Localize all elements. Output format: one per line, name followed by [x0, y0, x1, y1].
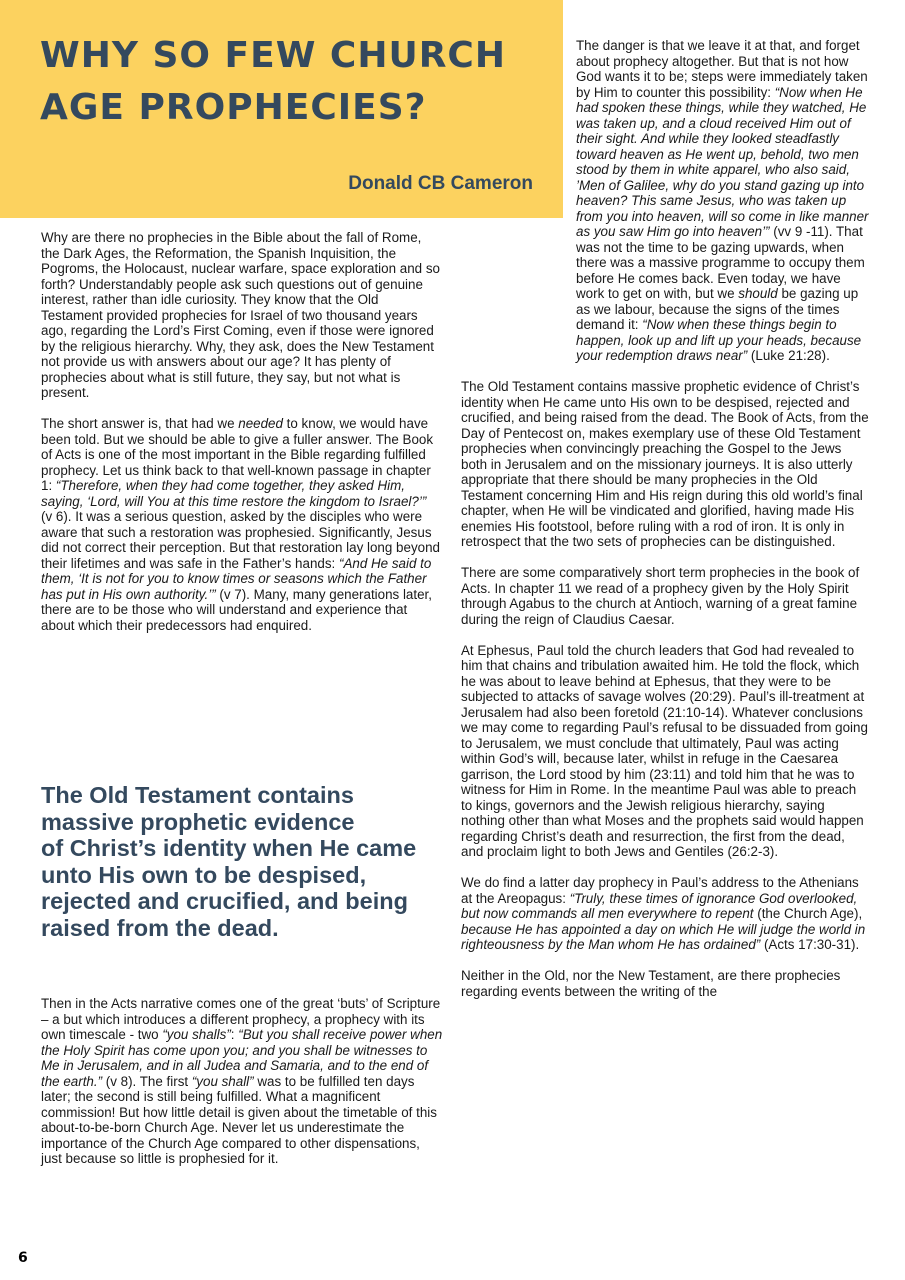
- right-column: [461, 38, 869, 999]
- article-title-line-2: AGE PROPHECIES?: [40, 87, 427, 128]
- scripture-quote: “Now when these things begin to happen, look up and lift up your heads, because your redemption draws near”: [576, 317, 862, 363]
- paragraph-danger: The danger is that we leave it at that, and forget about prophecy altogether. But that is not how God wants it to be; steps were immediately taken by Him to counter this possibility: “Now when He had spoken these things, while they watched, He was taken up, and a cloud received Him out of their sight. And while they looked steadfastly toward heaven as He went up, behold, two men stood by them in white apparel, who also said, ’Men of Galilee, why do you stand gazing up into heaven? This same Jesus, who was taken up from you into heaven, will so come in like manner as you saw Him go into heaven’” (vv 9 -11). That was not the time to be gazing upwards, when there was a massive programme to occupy them before He comes back. Even today, we have work to get on with, but we should be gazing up as we labour, because the signs of the times demand it: “Now when these things begin to happen, look up and lift up your heads, because your redemption draws near” (Luke 21:28).: [576, 38, 869, 363]
- pull-quote-line: The Old Testament contains: [41, 782, 354, 808]
- pull-quote-line: rejected and crucified, and being: [41, 888, 408, 914]
- pull-quote-line: unto His own to be despised,: [41, 861, 367, 888]
- paragraph-great-buts: Then in the Acts narrative comes one of the great ‘buts’ of Scripture – a but which introduces a different prophecy, a prophecy with its own timescale - two “you shalls”: “But you shall receive power when the Holy Spirit has come upon you; and you shall be witnesses to Me in Jerusalem, and in all Judea and Samaria, and to the end of the earth.” (v 8). The first “you shall” was to be fulfilled ten days later; the second is still being fulfilled. What a magnificent commission! But how little detail is given about the timetable of this about-to-be-born Church Age. Never let us underestimate the importance of the Church Age compared to other dispensations, just because so little is prophesied for it.: [41, 996, 443, 1166]
- scripture-quote: because He has appointed a day on which He will judge the world in righteousness by the Man whom He has ordained”: [461, 921, 866, 952]
- paragraph-short-term: There are some comparatively short term prophecies in the book of Acts. In chapter 11 we read of a prophecy given by the Holy Spirit through Agabus to the church at Antioch, warning of a great famine during the reign of Claudius Caesar.: [461, 565, 860, 627]
- paragraph-neither: Neither in the Old, nor the New Testament, are there prophecies regarding events between the writing of the: [461, 968, 841, 999]
- left-column: [41, 230, 441, 633]
- scripture-quote: “Therefore, when they had come together, they asked Him, saying, ‘Lord, will You at this time restore the kingdom to Israel?’”: [41, 478, 427, 509]
- paragraph-short-answer: The short answer is, that had we needed to know, we would have been told. But we should be able to give a fuller answer. The Book of Acts is one of the most important in the Bible regarding fulfilled prophecy. Let us think back to that well-known passage in chapter 1: “Therefore, when they had come together, they asked Him, saying, ‘Lord, will You at this time restore the kingdom to Israel?’” (v 6). It was a serious question, asked by the disciples who were aware that such a restoration was prophesied. Significantly, Jesus did not correct their perception. But that restoration lay long beyond their lifetimes and was safe in the Father’s hands: “And He said to them, ‘It is not for you to know times or seasons which the Father has put in His own authority.’” (v 7). Many, many generations later, there are to be those who will understand and experience that about which their predecessors had enquired.: [41, 416, 440, 633]
- pull-quote-line: massive prophetic evidence: [41, 808, 355, 835]
- scripture-quote: “Now when He had spoken these things, while they watched, He was taken up, and a cloud received Him out of their sight. And while they looked steadfastly toward heaven as He went up, behold, two men stood by them in white apparel, who also said, ’Men of Galilee, why do you stand gazing up into heaven? This same Jesus, who was taken up from you into heaven, will so come in like manner as you saw Him go into heaven’”: [576, 84, 869, 239]
- pull-quote: [41, 782, 441, 941]
- page-number: 6: [18, 1250, 28, 1266]
- author-byline: Donald CB Cameron: [348, 173, 533, 194]
- scripture-quote: “And He said to them, ‘It is not for you to know times or seasons which the Father has put in His own authority.’”: [41, 555, 432, 602]
- left-column-lower: [41, 996, 443, 1167]
- pull-quote-line: of Christ’s identity when He came: [41, 835, 417, 861]
- scripture-quote: “Truly, these times of ignorance God overlooked, but now commands all men everywhere to repent: [461, 890, 858, 921]
- paragraph-intro: Why are there no prophecies in the Bible about the fall of Rome, the Dark Ages, the Reformation, the Spanish Inquisition, the Pogroms, the Holocaust, nuclear warfare, space exploration and so forth? Understandably people ask such questions out of genuine interest, rather than idle curiosity. They know that the Old Testament provided prophecies for Israel of two thousand years ago, regarding the Lord’s First Coming, even if those were ignored by the religious hierarchy. Why, they ask, does the New Testament not provide us with answers about our age? It has plenty of prophecies about what is still future, they say, but not what is present.: [41, 230, 440, 400]
- paragraph-old-testament: The Old Testament contains massive prophetic evidence of Christ’s identity when He came unto His own to be despised, rejected and crucified, and being raised from the dead. The Book of Acts, from the Day of Pentecost on, makes exemplary use of these Old Testament prophecies when convincingly preaching the Gospel to the Jews both in Jerusalem and on the missionary journeys. It is also utterly appropriate that there should be many prophecies in the Old Testament concerning Him and His reign during this old world’s final chapter, when He will be vindicated and glorified, having made His enemies His footstool, before ruling with a rod of iron. It is only in retrospect that the two sets of prophecies can be distinguished.: [461, 379, 869, 549]
- scripture-quote: “But you shall receive power when the Holy Spirit has come upon you; and you shall be witnesses to Me in Jerusalem, and in all Judea and Samaria, and to the end of the earth.”: [41, 1027, 443, 1089]
- pull-quote-line: raised from the dead.: [41, 914, 279, 941]
- paragraph-ephesus: At Ephesus, Paul told the church leaders that God had revealed to him that chains and tribulation awaited him. He told the flock, which he was about to leave behind at Ephesus, that they were to be subjected to attacks of savage wolves (20:29). Paul’s ill-treatment at Jerusalem had also been foretold (21:10-14). Whatever conclusions we may come to regarding Paul’s refusal to be dissuaded from going to Jerusalem, we must conclude that ultimately, Paul was acting within God’s will, because later, whilst in refuge in the Caesarea garrison, the Lord stood by him (23:11) and told him that he was to witness for Him in Rome. In the meantime Paul was able to preach to kings, governors and the Jewish religious hierarchy, saying nothing other than what Moses and the prophets said would happen regarding Christ’s death and resurrection, the first from the dead, and proclaim light to both Jews and Gentiles (26:2-3).: [461, 642, 868, 859]
- paragraph-areopagus: We do find a latter day prophecy in Paul’s address to the Athenians at the Areopagus: “Truly, these times of ignorance God overlooked, but now commands all men everywhere to repent (the Church Age), because He has appointed a day on which He will judge the world in righteousness by the Man whom He has ordained” (Acts 17:30-31).: [461, 875, 866, 952]
- article-title-line-1: WHY SO FEW CHURCH: [40, 35, 506, 76]
